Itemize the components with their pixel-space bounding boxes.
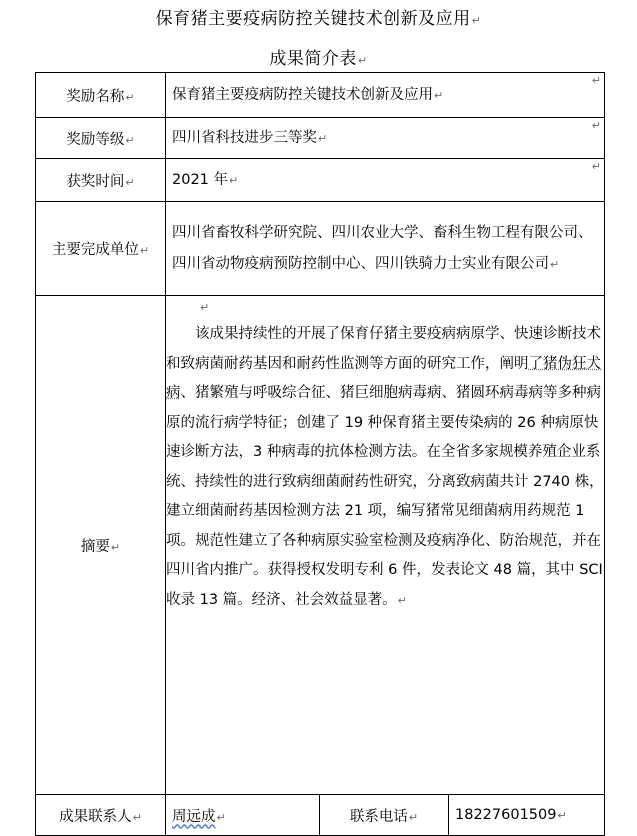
completion-units-label: 主要完成单位 [51,242,139,258]
paragraph-mark-icon: ↵ [216,810,226,824]
award-name-label-cell [36,73,166,118]
contact-label-cell [36,795,166,836]
abstract-label-cell [36,296,166,795]
paragraph-mark-icon: ↵ [125,90,135,104]
summary-table [35,72,605,836]
contact-phone-label: 联系电话 [349,808,408,825]
award-level-label: 奖励等级 [66,131,125,148]
award-level-value-cell [166,118,605,159]
paragraph-mark-icon: ↵ [110,540,121,554]
paragraph-mark-icon: ↵ [550,257,560,271]
cell-end-mark-icon: ↵ [591,160,602,173]
award-name-value: 保育猪主要疫病防控关键技术创新及应用 [172,87,433,103]
contact-person-cell [166,795,320,836]
document-title [0,4,637,29]
award-name-row [36,73,605,118]
contact-phone-cell [449,795,605,836]
contact-person: 周远成 [172,808,216,825]
paragraph-mark-icon: ↵ [397,593,407,607]
paragraph-mark-icon: ↵ [318,132,328,145]
award-level-row [36,118,605,159]
award-name-label: 奖励名称 [66,88,125,105]
cell-end-mark-icon: ↵ [591,119,602,132]
completion-units-label-cell [36,202,166,296]
paragraph-mark-icon: ↵ [434,89,444,102]
award-level-value: 四川省科技进步三等奖 [172,130,317,146]
award-time-label-cell [36,159,166,202]
abstract-label: 摘要 [80,538,110,555]
abstract-text-part3: 、猪繁殖与呼吸综合征、猪巨细胞病毒病、猪圆环病毒病等多种病原的流行病学特征；创建了 19 种保育猪主要传染病的 26 种病原快速诊断方法，3 种病毒的抗体检测方法。在全省多家规模养殖企业系统、持续性的进行致病细菌耐药性研究，分离致病菌共计 2740 株，建立细菌耐药基因检测方法 21 项，编写猪常见细菌病用药规范 1 项。规范性建立了各种病原实验室检测及疫病净化、防治规范，并在四川省内推广。获得授权发明专利 6 件，发表论文 48 篇，其中 SCI 收录 13 篇。经济、社会效益显著。 [166,385,604,608]
document-subtitle [0,44,637,69]
award-time-label: 获奖时间 [66,173,125,190]
paragraph-mark-icon: ↵ [125,175,135,189]
paragraph-mark-icon: ↵ [357,54,368,67]
award-time-value-cell [166,159,605,202]
completion-units-row [36,202,605,296]
abstract-text-part1: 该成果持续性的开展了保育仔猪主要疫病病原学、快速诊断技术和致病菌耐药基因和耐药性监测等方面的研究工作，阐明 [166,326,601,372]
contact-phone: 18227601509 [455,807,557,823]
paragraph-mark-icon: ↵ [125,133,135,147]
award-level-label-cell [36,118,166,159]
document-subtitle-text: 成果简介表 [269,49,357,69]
abstract-value-cell [166,296,605,795]
abstract-text [166,320,604,615]
paragraph-mark-icon: ↵ [471,14,482,27]
paragraph-mark-icon: ↵ [200,301,210,314]
cell-end-mark-icon: ↵ [591,74,602,87]
paragraph-mark-icon: ↵ [132,810,142,824]
paragraph-mark-icon: ↵ [139,244,150,257]
paragraph-mark-icon: ↵ [408,810,419,824]
document-title-text: 保育猪主要疫病防控关键技术创新及应用 [155,9,471,29]
completion-units-value-cell [166,202,605,296]
abstract-text-part2: 了猪伪狂犬病 [166,355,601,401]
contact-label: 成果联系人 [59,808,132,825]
completion-units-value: 四川省畜牧科学研究院、四川农业大学、畜科生物工程有限公司、四川省动物疫病预防控制中心、四川铁骑力士实业有限公司 [172,224,593,272]
paragraph-mark-icon: ↵ [557,809,567,822]
paragraph-mark-icon: ↵ [229,174,239,187]
award-time-row [36,159,605,202]
contact-row [36,795,605,836]
abstract-row [36,296,605,795]
award-time-value: 2021 年 [172,172,229,188]
award-name-value-cell [166,73,605,118]
contact-phone-label-cell [320,795,449,836]
